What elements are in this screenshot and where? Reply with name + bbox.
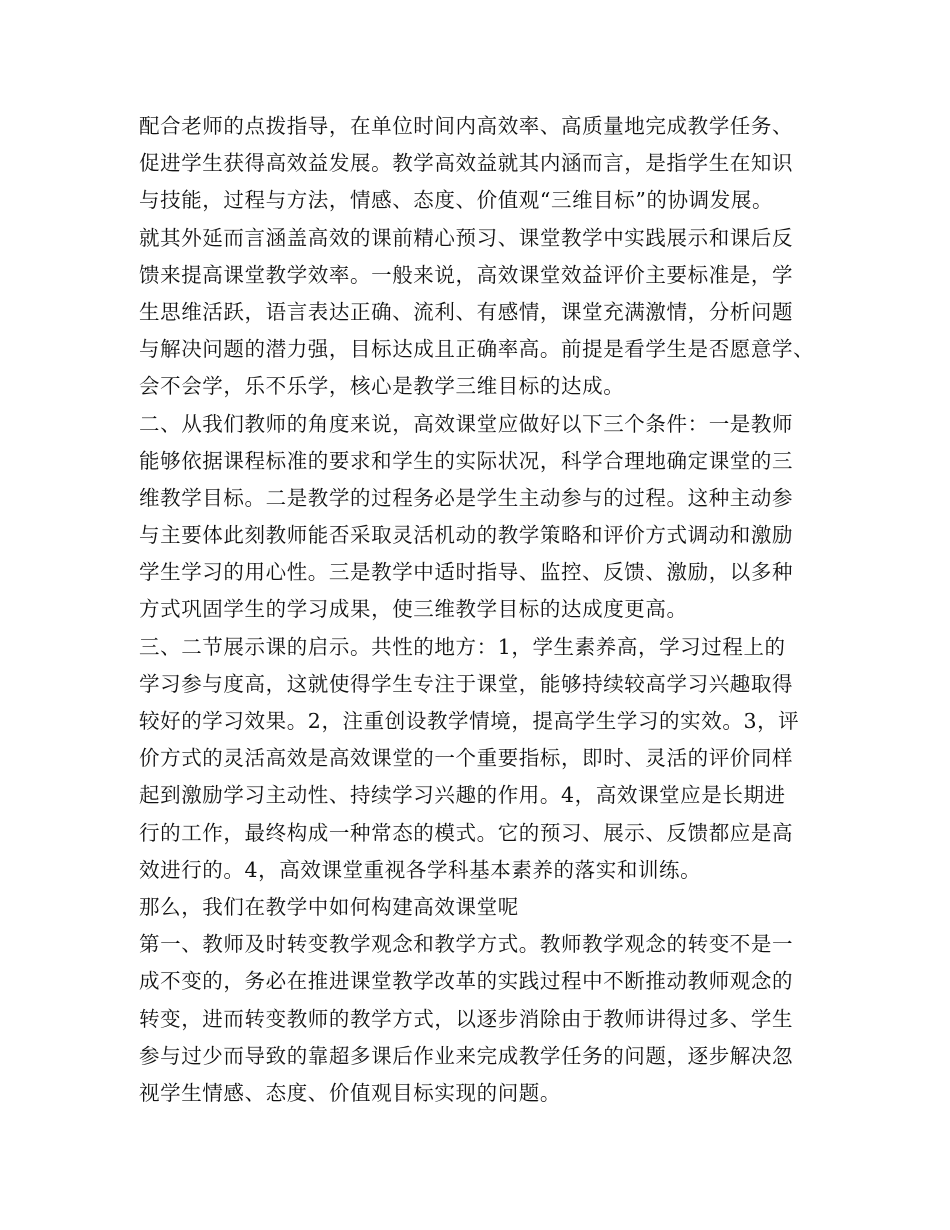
text-line: 视学生情感、态度、价值观目标实现的问题。 <box>139 1080 561 1105</box>
text-line: 效进行的。4，高效课堂重视各学科基本素养的落实和训练。 <box>139 857 702 882</box>
text-line: 配合老师的点拨指导，在单位时间内高效率、高质量地完成教学任务、 <box>139 114 794 138</box>
text-line: 较好的学习效果。2，注重创设教学情境，提高学生学习的实效。3，评 <box>139 709 800 733</box>
text-line: 生思维活跃，语言表达正确、流利、有感情，课堂充满激情，分析问题 <box>139 299 794 324</box>
text-line: 价方式的灵活高效是高效课堂的一个重要指标，即时、灵活的评价同样 <box>139 746 794 771</box>
body-text <box>139 108 814 1112</box>
text-line: 能够依据课程标准的要求和学生的实际状况，科学合理地确定课堂的三 <box>139 448 794 473</box>
text-line: 会不会学，乐不乐学，核心是教学三维目标的达成。 <box>139 374 625 399</box>
text-line: 方式巩固学生的学习成果，使三维教学目标的达成度更高。 <box>139 597 688 622</box>
text-line: 学习参与度高，这就使得学生专注于课堂，能够持续较高学习兴趣取得 <box>139 671 794 696</box>
text-line: 与主要体此刻教师能否采取灵活机动的教学策略和评价方式调动和激励 <box>139 523 794 548</box>
text-line: 与解决问题的潜力强，目标达成且正确率高。前提是看学生是否愿意学、 <box>139 337 815 362</box>
text-line: 起到激励学习主动性、持续学习兴趣的作用。4，高效课堂应是长期进 <box>139 783 786 808</box>
text-line: 那么，我们在教学中如何构建高效课堂呢 <box>139 894 519 919</box>
text-line: 三、二节展示课的启示。共性的地方：1，学生素养高，学习过程上的 <box>139 634 786 659</box>
text-line: 成不变的，务必在推进课堂教学改革的实践过程中不断推动教师观念的 <box>139 969 794 994</box>
text-line: 参与过少而导致的靠超多课后作业来完成教学任务的问题，逐步解决忽 <box>139 1043 794 1068</box>
text-line: 与技能，过程与方法，情感、态度、价值观“三维目标”的协调发展。 <box>139 188 774 213</box>
text-line: 促进学生获得高效益发展。教学高效益就其内涵而言，是指学生在知识 <box>139 151 794 176</box>
text-line: 维教学目标。二是教学的过程务必是学生主动参与的过程。这种主动参 <box>139 485 794 510</box>
text-line: 学生学习的用心性。三是教学中适时指导、监控、反馈、激励，以多种 <box>139 560 794 585</box>
text-line: 二、从我们教师的角度来说，高效课堂应做好以下三个条件：一是教师 <box>139 411 794 436</box>
text-line: 馈来提高课堂教学效率。一般来说，高效课堂效益评价主要标准是，学 <box>139 262 794 287</box>
text-line: 行的工作，最终构成一种常态的模式。它的预习、展示、反馈都应是高 <box>139 820 794 845</box>
text-line: 第一、教师及时转变教学观念和教学方式。教师教学观念的转变不是一 <box>139 932 794 957</box>
text-line: 就其外延而言涵盖高效的课前精心预习、课堂教学中实践展示和课后反 <box>139 225 794 250</box>
text-line: 转变，进而转变教师的教学方式，以逐步消除由于教师讲得过多、学生 <box>139 1006 794 1031</box>
